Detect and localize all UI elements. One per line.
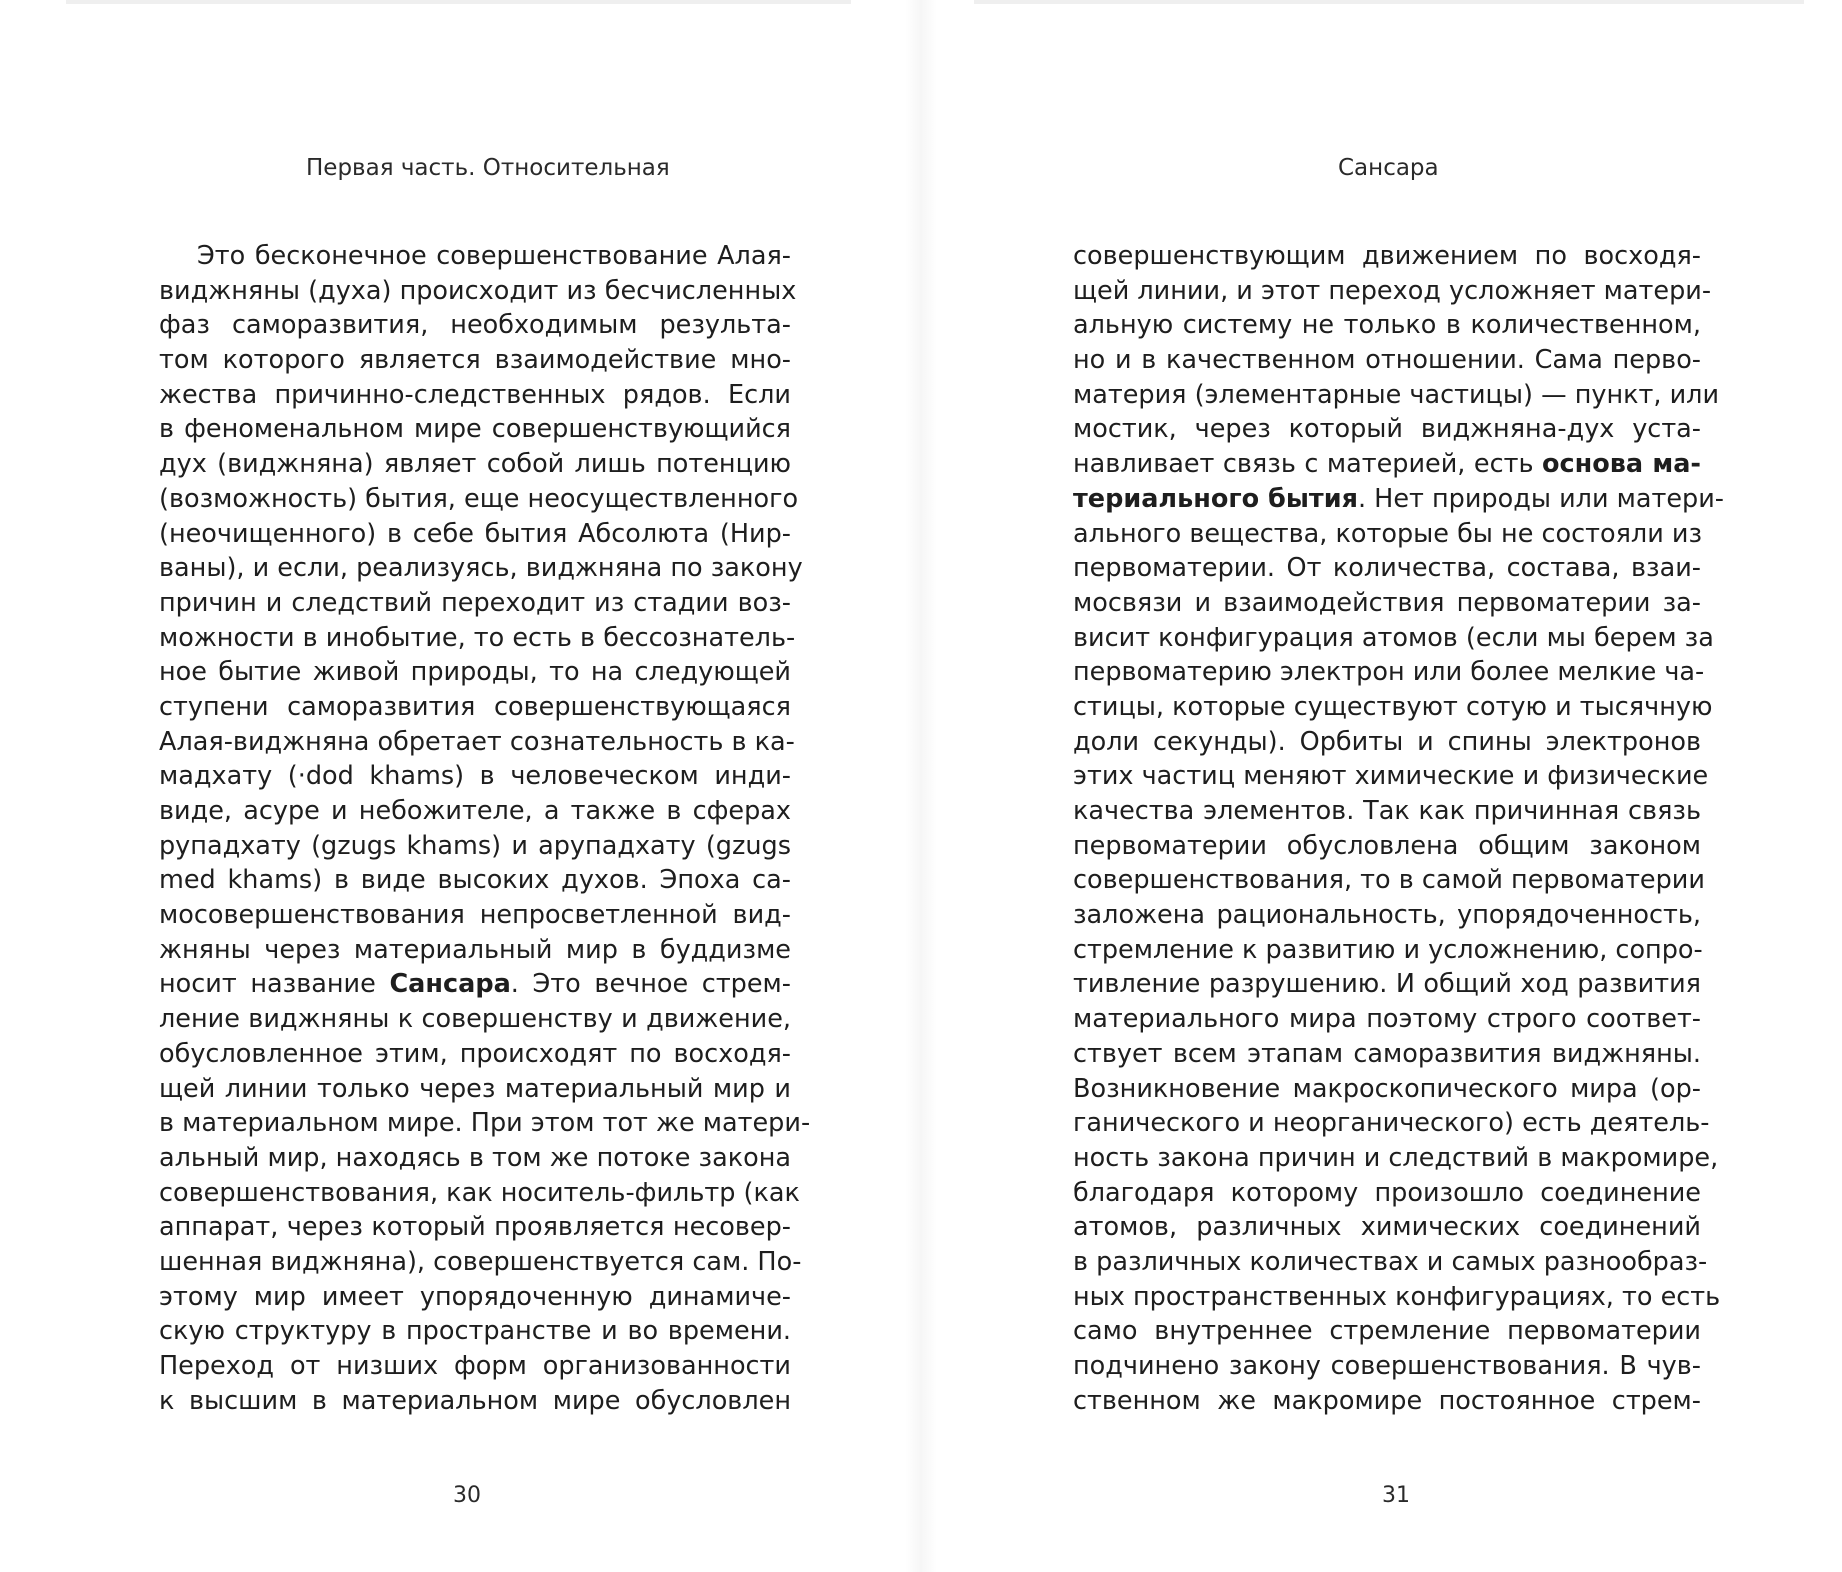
text-line	[159, 967, 791, 1002]
text-run: жества причинно-следственных рядов. Если	[159, 379, 791, 410]
text-run: первоматерию электрон или более мелкие ча-	[1073, 657, 1705, 688]
text-line	[159, 863, 791, 898]
text-run: совершенствования, то в самой первоматерии	[1073, 865, 1705, 896]
text-line	[1073, 621, 1714, 656]
text-line	[159, 725, 795, 760]
text-run: мосвязи и взаимодействия первоматерии за-	[1073, 587, 1701, 618]
text-line	[159, 308, 791, 343]
text-line	[159, 1002, 791, 1037]
bold-term: териального бытия	[1073, 483, 1358, 514]
text-line	[1073, 967, 1701, 1002]
text-run: ных пространственных конфигурациях, то есть	[1073, 1281, 1721, 1312]
text-run: фаз саморазвития, необходимым результа-	[159, 310, 791, 341]
text-run: стицы, которые существуют сотую и тысячную	[1073, 691, 1713, 722]
page-number: 31	[1382, 1483, 1410, 1508]
text-run: рупадхату (gzugs khams) и арупадхату (gzugs	[159, 830, 791, 861]
text-line	[1073, 655, 1705, 690]
text-line	[159, 517, 791, 552]
text-line	[159, 447, 791, 482]
text-line	[159, 655, 791, 690]
text-run: доли секунды). Орбиты и спины электронов	[1073, 726, 1701, 757]
text-line	[159, 274, 797, 309]
text-line	[1073, 725, 1701, 760]
text-run: первоматерии. От количества, состава, взаи-	[1073, 553, 1701, 584]
text-line	[159, 412, 791, 447]
text-line	[159, 1245, 802, 1280]
text-line	[1073, 1384, 1701, 1419]
text-run: обусловленное этим, происходят по восходя-	[159, 1038, 791, 1069]
text-run: навливает связь с материей, есть	[1073, 449, 1542, 480]
text-run: можности в инобытие, то есть в бессознатель-	[159, 622, 796, 653]
text-run: к высшим в материальном мире обусловлен	[159, 1385, 791, 1416]
bold-term: Сансара	[389, 969, 511, 1000]
text-line	[1073, 1037, 1701, 1072]
text-run: носит название	[159, 969, 390, 1000]
body-text	[1073, 239, 1724, 1418]
text-line	[1073, 343, 1701, 378]
text-line	[1073, 412, 1701, 447]
text-run: совершенствующим движением по восходя-	[1073, 241, 1701, 271]
text-run: ваны), и если, реализуясь, виджняна по закону	[159, 553, 803, 584]
text-run: совершенствования, как носитель-фильтр (как	[159, 1177, 800, 1208]
text-run: в феноменальном мире совершенствующийся	[159, 414, 791, 445]
text-line	[1073, 1072, 1701, 1107]
text-run: ление виджняны к совершенству и движение,	[159, 1004, 791, 1035]
text-run: med khams) в виде высоких духов. Эпоха са-	[159, 865, 791, 896]
text-run: мостик, через который виджняна-дух уста-	[1073, 414, 1701, 445]
text-run: мадхату (·dod khams) в человеческом инди-	[159, 761, 791, 792]
text-run: Возникновение макроскопического мира (ор-	[1073, 1073, 1701, 1104]
text-run: Переход от низших форм организованности	[159, 1351, 791, 1381]
text-line	[159, 378, 791, 413]
text-run: скую структуру в пространстве и во времени.	[159, 1316, 791, 1347]
text-line	[1073, 1349, 1701, 1384]
text-run: щей линии только через материальный мир и	[159, 1073, 791, 1104]
text-run: в материальном мире. При этом тот же матери-	[159, 1108, 811, 1139]
text-run: ступени саморазвития совершенствующаяся	[159, 691, 791, 722]
text-run: ального вещества, которые бы не состояли из	[1073, 518, 1703, 549]
text-line	[1073, 1280, 1721, 1315]
text-line	[159, 1210, 791, 1245]
text-run: стремление к развитию и усложнению, сопро-	[1073, 934, 1703, 965]
text-line	[1073, 447, 1701, 482]
text-line	[1073, 690, 1713, 725]
text-run: ственном же макромире постоянное стрем-	[1073, 1385, 1701, 1416]
text-line	[1073, 482, 1724, 517]
text-run: этому мир имеет упорядоченную динамиче-	[159, 1281, 791, 1312]
text-run: атомов, различных химических соединений	[1073, 1212, 1701, 1243]
text-line	[1073, 378, 1720, 413]
text-run: ность закона причин и следствий в макромире,	[1073, 1142, 1719, 1173]
text-run: материя (элементарные частицы) — пункт, или	[1073, 379, 1720, 410]
text-line	[159, 898, 791, 933]
text-line	[159, 794, 791, 829]
text-run: Алая-виджняна обретает сознательность в ка-	[159, 726, 795, 757]
text-line	[159, 1037, 791, 1072]
text-line	[1073, 1106, 1710, 1141]
text-run: заложена рациональность, упорядоченность,	[1073, 900, 1701, 931]
text-run: но и в качественном отношении. Сама перво-	[1073, 345, 1701, 376]
text-run: тивление разрушению. И общий ход развития	[1073, 969, 1701, 1000]
text-line	[159, 1314, 791, 1349]
text-run: ганического и неорганического) есть деятель-	[1073, 1108, 1710, 1139]
text-line	[1073, 829, 1701, 864]
text-run: Это бесконечное совершенствование Алая-	[197, 241, 791, 271]
body-text	[159, 239, 811, 1418]
text-run: дух (виджняна) являет собой лишь потенцию	[159, 449, 791, 480]
text-line	[1073, 1210, 1701, 1245]
right-page	[921, 0, 1842, 1572]
text-line	[159, 1106, 811, 1141]
text-line	[159, 621, 796, 656]
text-run: этих частиц меняют химические и физические	[1073, 761, 1709, 792]
text-line	[1073, 933, 1701, 968]
text-run: причин и следствий переходит из стадии воз-	[159, 587, 791, 618]
text-line	[159, 933, 791, 968]
text-line	[159, 690, 791, 725]
text-line	[1073, 898, 1701, 933]
text-line	[1073, 863, 1705, 898]
text-line	[1073, 239, 1701, 274]
text-run: жняны через материальный мир в буддизме	[159, 934, 791, 965]
text-line	[159, 551, 803, 586]
text-line	[1073, 759, 1709, 794]
text-run: (неочищенного) в себе бытия Абсолюта (Нир-	[159, 518, 791, 549]
text-run: в различных количествах и самых разнообраз-	[1073, 1246, 1708, 1277]
text-line	[1073, 274, 1712, 309]
text-line	[1073, 1141, 1719, 1176]
text-line	[159, 343, 791, 378]
text-line	[159, 1072, 791, 1107]
text-line	[1073, 1002, 1701, 1037]
text-run: (возможность) бытия, еще неосуществленного	[159, 483, 799, 514]
text-line	[159, 829, 791, 864]
text-run: ствует всем этапам саморазвития виджняны.	[1073, 1038, 1701, 1069]
page-number: 30	[453, 1483, 481, 1508]
text-run: том которого является взаимодействие мно-	[159, 345, 791, 376]
text-run: щей линии, и этот переход усложняет матери-	[1073, 275, 1712, 306]
text-run: . Это вечное стрем-	[510, 969, 791, 1000]
text-run: альный мир, находясь в том же потоке закона	[159, 1142, 791, 1173]
text-run: виджняны (духа) происходит из бесчисленных	[159, 275, 797, 306]
text-line	[1073, 308, 1701, 343]
text-run: виде, асуре и небожителе, а также в сферах	[159, 796, 791, 826]
text-line	[159, 1384, 791, 1419]
text-run: мосовершенствования непросветленной вид-	[159, 900, 791, 931]
text-line	[1073, 794, 1701, 829]
text-line	[159, 1141, 791, 1176]
text-line	[1073, 551, 1701, 586]
text-line	[1073, 586, 1701, 621]
text-run: висит конфигурация атомов (если мы берем за	[1073, 622, 1714, 653]
text-line	[159, 482, 799, 517]
text-run: аппарат, через который проявляется несовер-	[159, 1212, 791, 1243]
text-run: . Нет природы или матери-	[1357, 483, 1724, 514]
running-head: Первая часть. Относительная	[306, 155, 670, 181]
text-line	[159, 1349, 791, 1384]
text-line	[1073, 517, 1701, 552]
text-line	[159, 1280, 791, 1315]
text-line	[159, 239, 791, 274]
text-run: первоматерии обусловлена общим законом	[1073, 830, 1701, 861]
text-run: подчинено закону совершенствования. В чув-	[1073, 1351, 1701, 1381]
text-line	[159, 586, 791, 621]
text-run: материального мира поэтому строго соответ-	[1073, 1004, 1701, 1035]
text-run: само внутреннее стремление первоматерии	[1073, 1316, 1701, 1347]
text-line	[1073, 1245, 1708, 1280]
text-run: альную систему не только в количественном,	[1073, 310, 1701, 341]
text-line	[1073, 1176, 1701, 1211]
text-line	[1073, 1314, 1701, 1349]
text-run: шенная виджняна), совершенствуется сам. По-	[159, 1246, 802, 1277]
text-run: ное бытие живой природы, то на следующей	[159, 657, 791, 688]
text-line	[159, 1176, 800, 1211]
bold-term: основа ма-	[1541, 449, 1701, 480]
text-line	[159, 759, 791, 794]
running-head: Сансара	[1338, 155, 1439, 181]
text-run: благодаря которому произошло соединение	[1073, 1177, 1701, 1208]
text-run: качества элементов. Так как причинная связь	[1073, 796, 1701, 826]
